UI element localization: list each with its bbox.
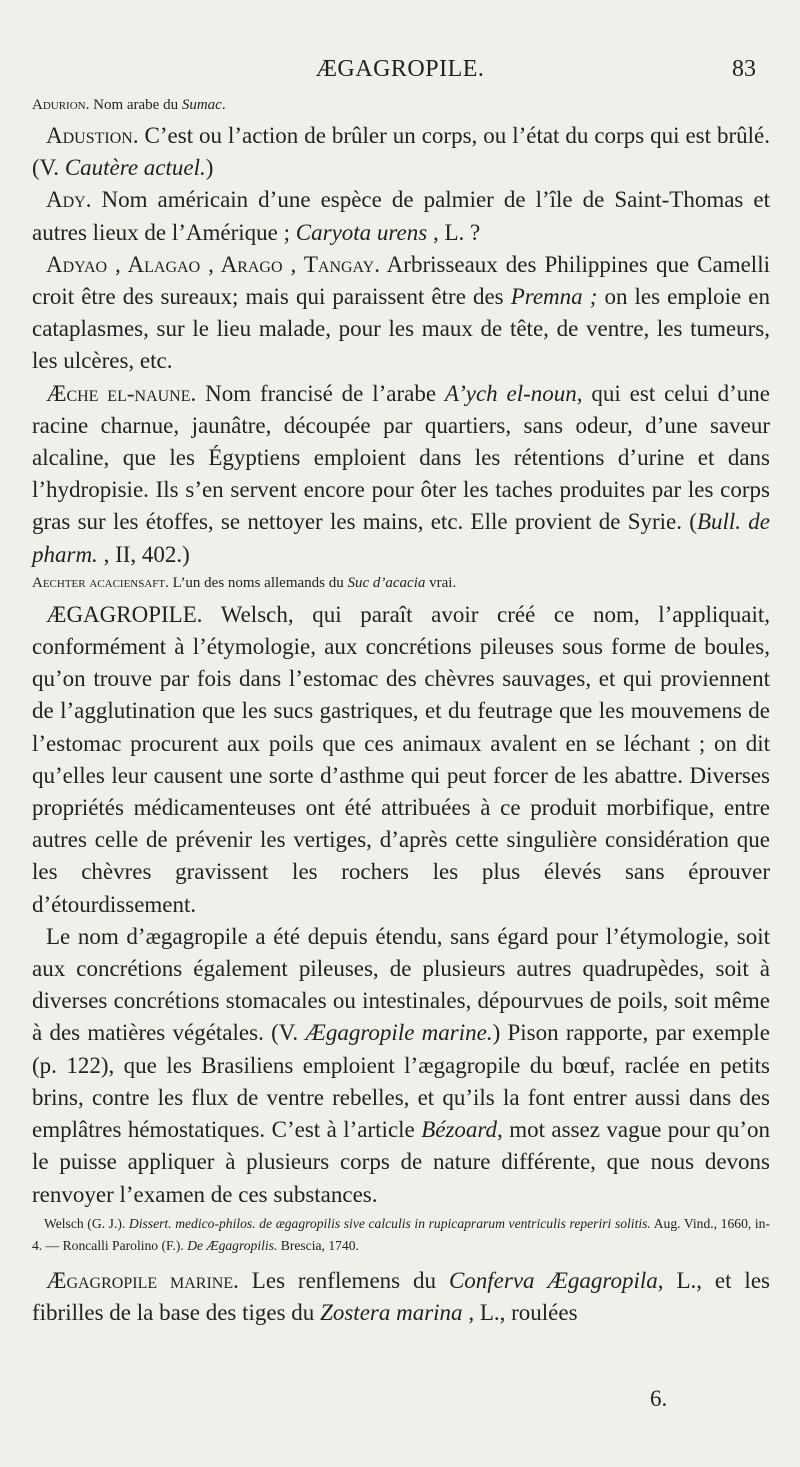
entry-italic: Cautère actuel. [64, 155, 206, 181]
cross-reference: Ægagropile marine. [305, 1020, 493, 1046]
entry-adurion [32, 94, 770, 117]
entry-italic-2: Zostera marina [320, 1299, 463, 1325]
main-entry-term: ÆGAGROPILE. [46, 601, 203, 627]
paragraph-text: Le nom d’ægagropile a été depuis étendu, sans égard pour l’étymologie, soit aux concrétions également pileuses, de plusieurs autres quadrupèdes, soit à diverses concrétions stomacales ou intestinales, dépourvues de poils, soit même à des matières végétales. (V. [32, 923, 770, 1046]
entry-tail: , II, 402.) [97, 541, 190, 567]
entry-text: L’un des noms allemands du [168, 574, 348, 591]
signature-mark: 6. [650, 1386, 668, 1411]
entry-term: Adustion. [46, 123, 139, 148]
paragraph-text: ) Pison rapporte, par exemple (p. 122), que les Brasiliens emploient l’ægagropile du bœuf, raclée en petits brins, contre les flux de ventre rebelles, et qu’ils la font entrer aussi dans des emplâtres hémostatiques. C’est à l’article [32, 1020, 770, 1143]
entry-italic: Conferva Ægagropila [448, 1267, 658, 1293]
running-title: ÆGAGROPILE. [315, 56, 485, 82]
entry-term: Aechter acaciensaft. [32, 574, 169, 591]
entry-tail: vrai. [425, 574, 457, 591]
running-header [0, 56, 800, 92]
entry-text: Nom francisé de l’arabe [196, 380, 445, 406]
entry-italic: Suc d’acacia [347, 574, 426, 591]
entry-italic: Sumac [181, 97, 222, 113]
entry-aechter [32, 572, 770, 595]
entry-italic: Premna ; [510, 284, 598, 310]
cross-reference: Bézoard [421, 1117, 498, 1143]
ref-title: Dissert. medico-philos. de ægagropilis sive calculis in rupicaprarum ventriculis reperiri solitis. [128, 1215, 651, 1231]
entry-adustion [32, 120, 770, 184]
entry-aegagropile-marine [32, 1265, 770, 1329]
main-entry-text: Welsch, qui paraît avoir créé ce nom, l’appliquait, conformément à l’étymologie, aux concrétions pileuses sous forme de boules, qu’on trouve par fois dans l’estomac des chèvres sauvages, et qui proviennent de l’agglutination que les sucs gastriques, et du feutrage que les mouvemens de l’estomac procurent aux poils que ces animaux avalent en se léchant ; on dit qu’elles leur causent une sorte d’asthme qui peut forcer de les abattre. Diverses propriétés médicamenteuses ont été attribuées à ce produit morbifique, entre autres celle de prévenir les vertiges, d’après cette singulière considération que les chèvres gravissent les rochers les plus élevés sans éprouver d’étourdissement. [32, 601, 770, 917]
ref-tail: Brescia, 1740. [277, 1237, 359, 1253]
entry-text: C’est ou l’action de brûler un corps, ou l’état du corps qui est brûlé. (V. [32, 123, 770, 181]
main-entry-paragraph-1 [32, 599, 770, 921]
entry-ady [32, 184, 770, 248]
entry-adyao [32, 249, 770, 378]
entry-tail: . [221, 97, 226, 113]
entry-term: Adyao , Alagao , Arago , Tangay. [46, 251, 380, 277]
entry-italic: Caryota urens [295, 219, 428, 245]
entry-aeche [32, 378, 770, 571]
entry-text: Arbrisseaux des Philippines que Camelli croit être des sureaux; mais qui paraissent être des [32, 251, 770, 310]
entry-term: Ægagropile marine. [46, 1267, 239, 1293]
entry-tail: , L. ? [427, 219, 481, 245]
entry-tail: on les emploie en cataplasmes, sur le lieu malade, pour les maux de tête, de ventre, les tumeurs, les ulcères, etc. [32, 284, 770, 374]
entry-text: Nom arabe du [89, 97, 182, 113]
main-entry-paragraph-2 [32, 921, 770, 1211]
page-number: 83 [732, 56, 756, 82]
entry-text: Les renflemens du [238, 1267, 449, 1293]
entry-term: Æche el-naune. [46, 380, 197, 406]
bibliography [32, 1213, 770, 1257]
entry-term: Ady. [46, 187, 92, 213]
text-body [32, 94, 770, 1329]
entry-italic: A’ych el-noun [444, 380, 577, 406]
entry-term: Adurion. [32, 97, 90, 113]
entry-mid: , qui est celui d’une racine charnue, jaunâtre, découpée par quartiers, sans odeur, d’une saveur alcaline, que les Égyptiens emploient dans les rétentions d’urine et dans l’hydropisie. Ils s’en servent encore pour ôter les taches produites par les corps gras sur les étoffes, se nettoyer les mains, etc. Elle provient de Syrie. ( [32, 380, 770, 535]
paragraph-text: , mot assez vague pour qu’on le puisse appliquer à plusieurs corps de nature différente, que nous devons renvoyer l’examen de ces substances. [32, 1117, 770, 1207]
ref-title-2: De Ægagropilis. [187, 1237, 278, 1253]
ref-author: Welsch (G. J.). [44, 1215, 129, 1231]
entry-italic-2: Bull. de pharm. [32, 509, 770, 567]
entry-tail: , L., roulées [462, 1299, 578, 1325]
entry-mid: , L., et les fibrilles de la base des tiges du [32, 1267, 770, 1325]
ref-text: Aug. Vind., 1660, in-4. — Roncalli Parolino (F.). [32, 1215, 770, 1253]
entry-tail: ) [205, 155, 214, 181]
entry-text: Nom américain d’une espèce de palmier de l’île de Saint-Thomas et autres lieux de l’Amérique ; [32, 187, 770, 245]
